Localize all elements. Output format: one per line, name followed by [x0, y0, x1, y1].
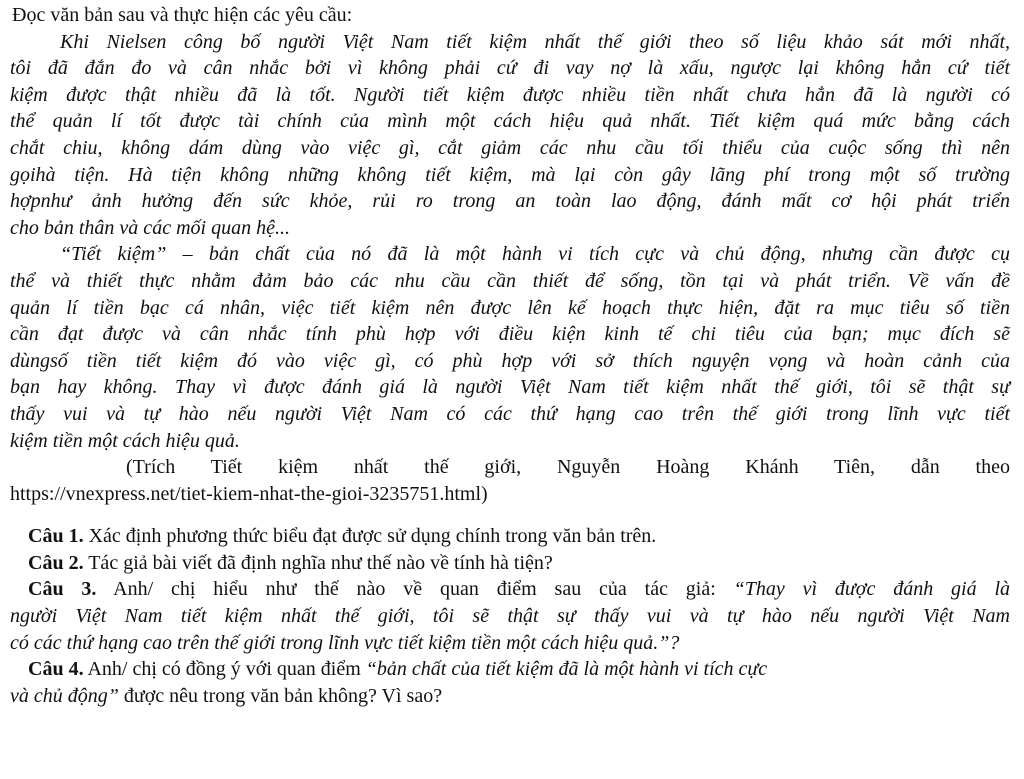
question-3-cont: người Việt Nam tiết kiệm nhất thế giới, tôi sẽ thật sự thấy vui và tự hào nếu người Việt Nam: [10, 605, 1010, 628]
passage-line: bạn hay không. Thay vì được đánh giá là người Việt Nam tiết kiệm nhất thế giới, tôi sẽ thật sự: [10, 376, 1010, 399]
passage-line: dùngsố tiền tiết kiệm đó vào việc gì, có phù hợp với sở thích nguyện vọng và hoàn cảnh của: [10, 349, 1010, 372]
question-4: [10, 656, 1010, 683]
source-citation: [10, 454, 1010, 507]
passage-line: kiệm được thật nhiều đã là tốt. Người tiết kiệm được nhiều tiền nhất chưa hẳn đã là người có: [10, 83, 1010, 106]
question-4-cont: [10, 683, 1010, 710]
source-url: https://vnexpress.net/tiet-kiem-nhat-the-gioi-3235751.html): [10, 482, 488, 505]
passage-line: thấy vui và tự hào nếu người Việt Nam có các thứ hạng cao trên thế giới trong lĩnh vực tiết: [10, 402, 1010, 425]
passage-line: thể quản lí tốt được tài chính của mình một cách hiệu quả nhất. Tiết kiệm quá mức bằng cách: [10, 110, 1010, 133]
passage-line: kiệm tiền một cách hiệu quả.: [10, 429, 240, 452]
passage-line: cần đạt được và cân nhắc tính phù hợp với điều kiện kinh tế chi tiêu của bạn; mục đích sẽ: [10, 323, 1010, 346]
passage-line: chắt chiu, không dám dùng vào việc gì, cắt giảm các nhu cầu tối thiểu của cuộc sống thì nên: [10, 136, 1010, 159]
passage-line: quản lí tiền bạc cá nhân, việc tiết kiệm nên được lên kế hoạch thực hiện, đặt ra mục tiêu số tiền: [10, 296, 1010, 319]
passage-line: Khi Nielsen công bố người Việt Nam tiết kiệm nhất thế giới theo số liệu khảo sát mới nhất,: [60, 30, 1010, 53]
passage-line: gọihà tiện. Hà tiện không những không tiết kiệm, mà lại còn gây lãng phí trong một số trường: [10, 163, 1010, 186]
passage-line: “Tiết kiệm” – bản chất của nó đã là một hành vi tích cực và chủ động, nhưng cần được cụ: [60, 243, 1010, 266]
passage: [10, 29, 1010, 455]
passage-line: cho bản thân và các mối quan hệ...: [10, 216, 290, 239]
question-label: Câu 2.: [28, 551, 84, 574]
questions: [10, 523, 1010, 709]
spacer: [10, 507, 1010, 523]
question-3-cont: có các thứ hạng cao trên thế giới trong lĩnh vực tiết kiệm tiền một cách hiệu quả.”?: [10, 631, 680, 654]
question-quote: “bản chất của tiết kiệm đã là một hành vi tích cực: [365, 658, 768, 681]
instruction-heading: Đọc văn bản sau và thực hiện các yêu cầu:: [12, 4, 353, 26]
question-text: được nêu trong văn bản không? Vì sao?: [123, 684, 443, 707]
question-quote: “Thay vì được đánh giá là: [733, 578, 1011, 601]
question-text: Xác định phương thức biểu đạt được sử dụng chính trong văn bản trên.: [88, 525, 657, 548]
passage-line: thể và thiết thực nhằm đảm bảo các nhu cầu cần thiết để sống, tồn tại và phát triển. Về vấn đề: [10, 269, 1010, 292]
passage-line: hợpnhư ảnh hưởng đến sức khỏe, rủi ro trong an toàn lao động, đánh mất cơ hội phát triển: [10, 190, 1010, 213]
question-3: [10, 576, 1010, 603]
source-line: (Trích Tiết kiệm nhất thế giới, Nguyễn Hoàng Khánh Tiên, dẫn theo: [126, 456, 1010, 479]
question-label: Câu 4.: [28, 658, 84, 681]
question-1: [10, 523, 1010, 550]
question-label: Câu 3.: [28, 578, 97, 601]
question-text: Tác giả bài viết đã định nghĩa như thế nào về tính hà tiện?: [88, 551, 553, 574]
question-label: Câu 1.: [28, 525, 84, 548]
question-text: Anh/ chị hiểu như thế nào về quan điểm sau của tác giả:: [113, 578, 716, 601]
passage-line: tôi đã đắn đo và cân nhắc bởi vì không phải cứ đi vay nợ là xấu, ngược lại không hẳn cứ tiết: [10, 57, 1010, 80]
question-2: [10, 550, 1010, 577]
question-quote: và chủ động”: [10, 684, 119, 707]
question-text: Anh/ chị có đồng ý với quan điểm: [87, 658, 361, 681]
